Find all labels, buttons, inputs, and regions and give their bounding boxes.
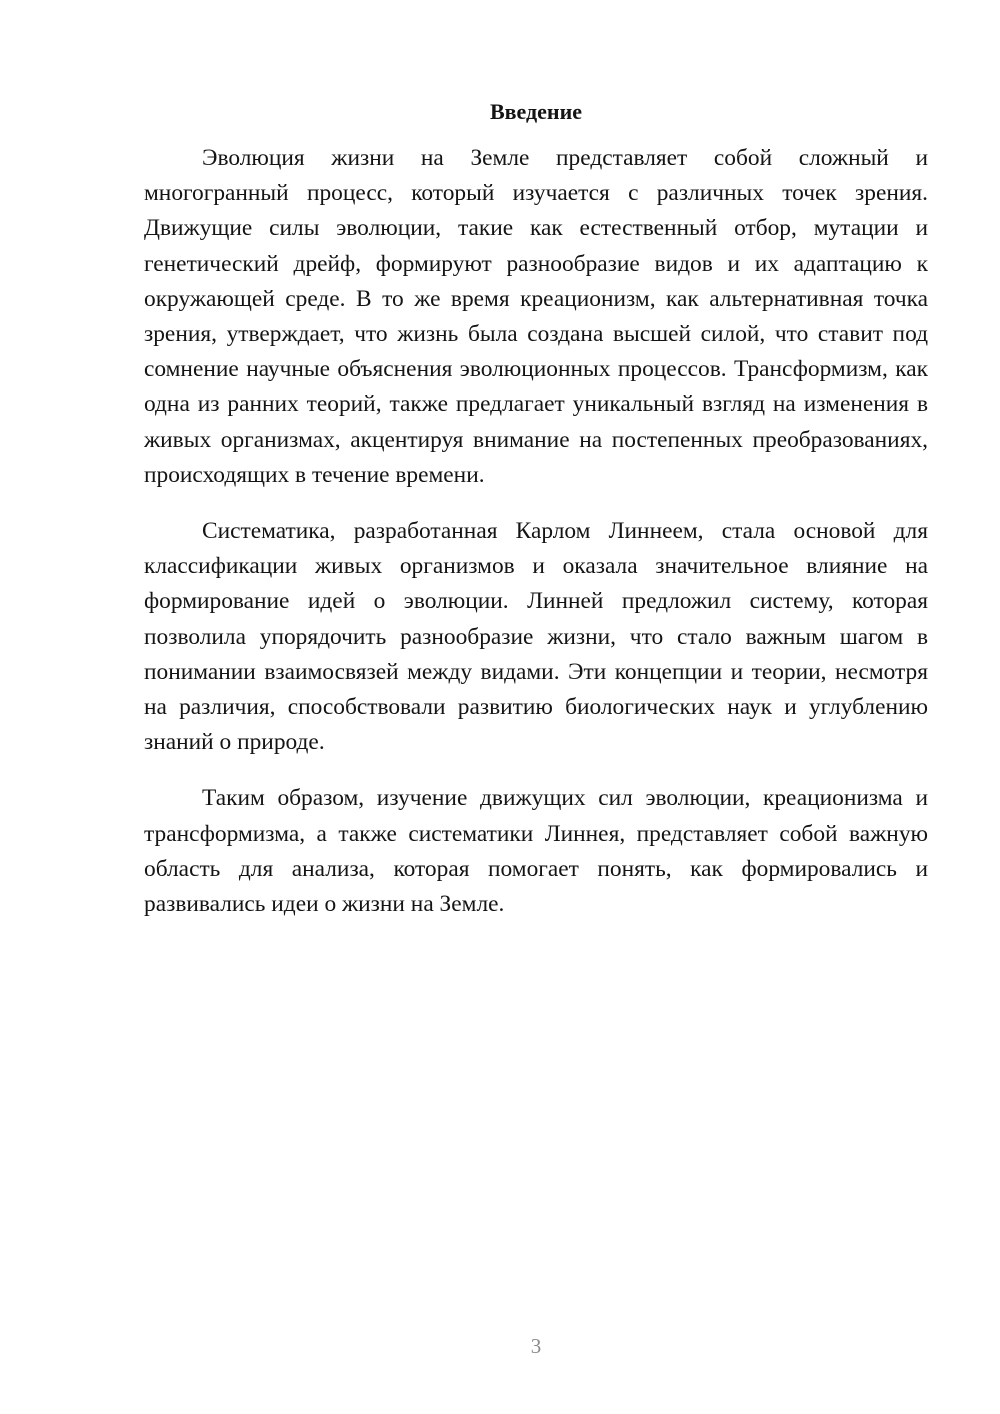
page-number: 3 xyxy=(530,1334,542,1358)
page-content xyxy=(144,96,928,922)
paragraph-intro: Эволюция жизни на Земле представляет собой сложный и многогранный процесс, который изучается с различных точек зрения. Движущие силы эволюции, такие как естественный отбор, мутации и генетический дрейф, формируют разнообразие видов и их адаптацию к окружающей среде. В то же время креационизм, как альтернативная точка зрения, утверждает, что жизнь была создана высшей силой, что ставит под сомнение научные объяснения эволюционных процессов. Трансформизм, как одна из ранних теорий, также предлагает уникальный взгляд на изменения в живых организмах, акцентируя внимание на постепенных преобразованиях, происходящих в течение времени. xyxy=(144,145,928,488)
paragraph-conclusion: Таким образом, изучение движущих сил эволюции, креационизма и трансформизма, а также систематики Линнея, представляет собой важную область для анализа, которая помогает понять, как формировались и развивались идеи о жизни на Земле. xyxy=(144,785,928,918)
page-title-text: Введение xyxy=(489,99,583,124)
page-title xyxy=(144,96,928,128)
paragraph-linnaeus: Систематика, разработанная Карлом Линнеем, стала основой для классификации живых организмов и оказала значительное влияние на формирование идей о эволюции. Линней предложил систему, которая позволила упорядочить разнообразие жизни, что стало важным шагом в понимании взаимосвязей между видами. Эти концепции и теории, несмотря на различия, способствовали развитию биологических наук и углублению знаний о природе. xyxy=(144,518,928,756)
